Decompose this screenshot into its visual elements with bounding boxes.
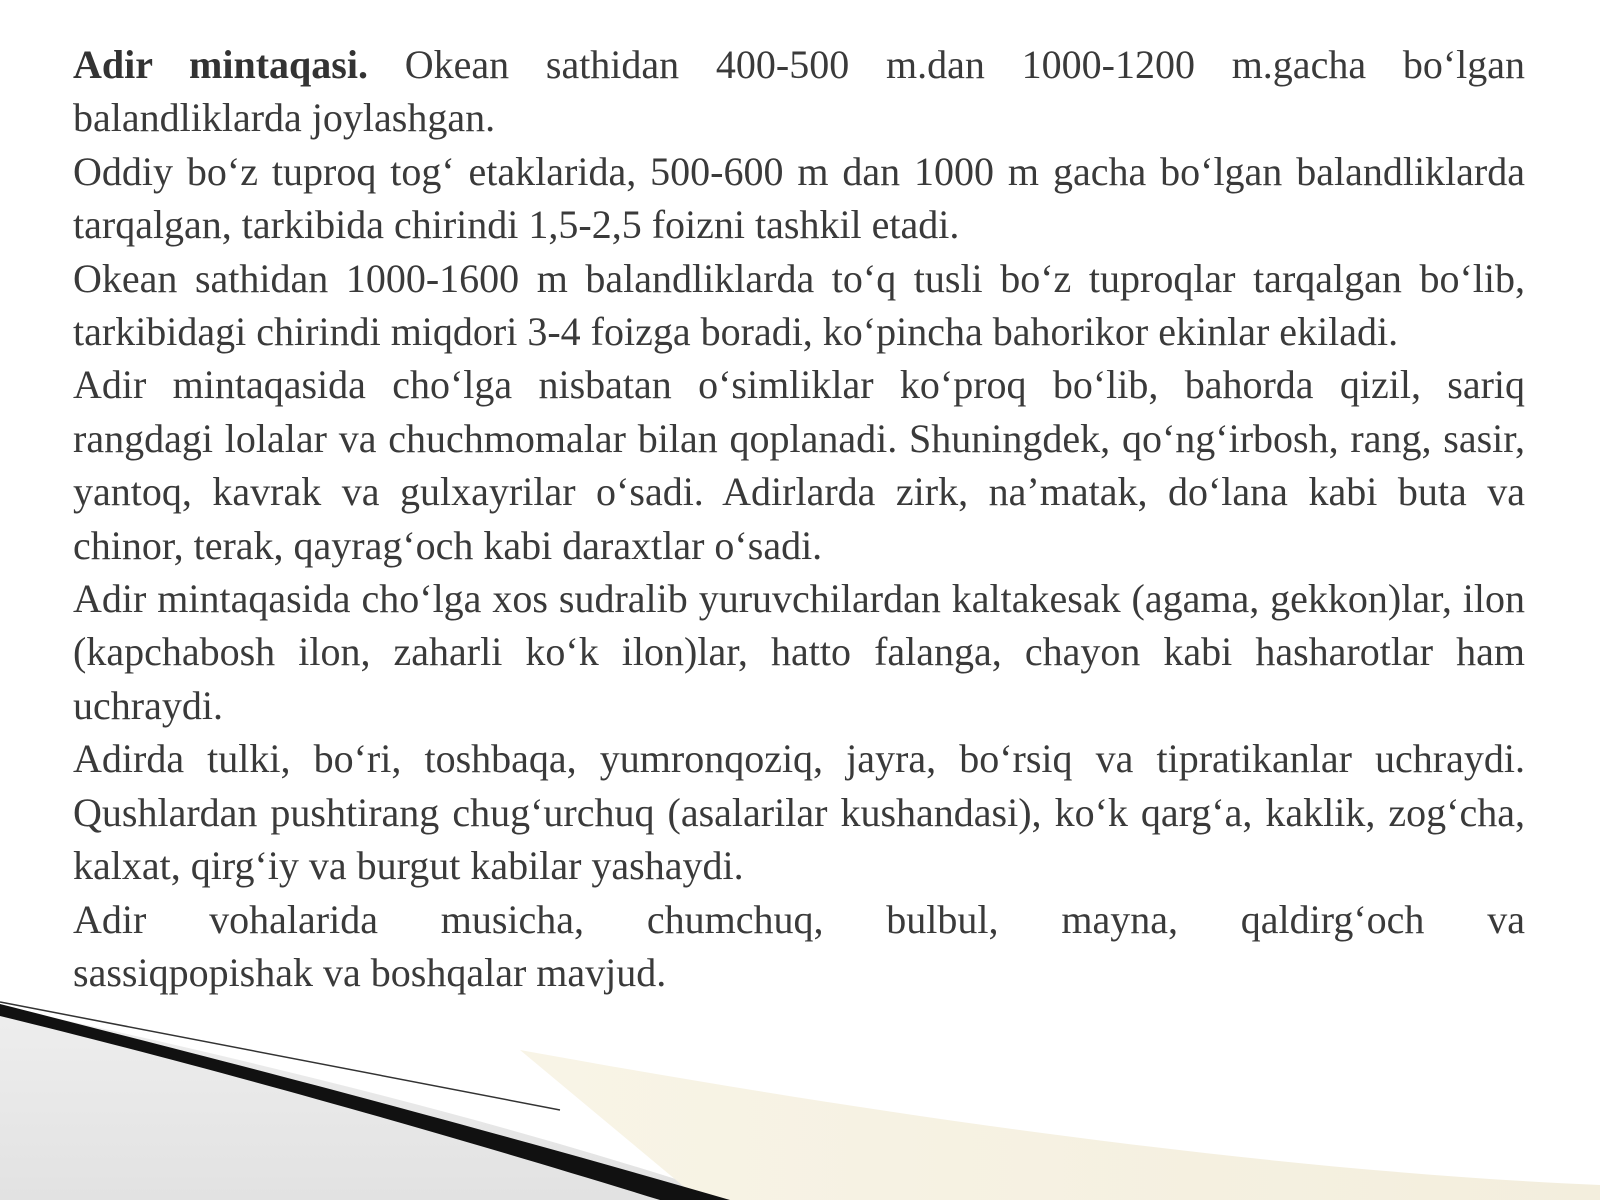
paragraph-dark-soil: Okean sathidan 1000-1600 m balandliklarda to‘q tusli bo‘z tuproqlar tarqalgan bo‘lib, tarkibidagi chirindi miqdori 3-4 foizga boradi, ko‘pincha bahorikor ekinlar ekiladi.	[73, 255, 1525, 355]
paragraph-reptiles: Adir mintaqasida cho‘lga xos sudralib yuruvchilardan kaltakesak (agama, gekkon)lar, ilon (kapchabosh ilon, zaharli ko‘k ilon)lar, hatto falanga, chayon kabi hasharotlar ham uchraydi.	[73, 576, 1525, 728]
paragraph-animals-birds: Adirda tulki, bo‘ri, toshbaqa, yumronqoziq, jayra, bo‘rsiq va tipratikanlar uchraydi. Qushlardan pushtirang chug‘urchuq (asalarilar kushandasi), ko‘k qarg‘a, kaklik, zog‘cha, kalxat, qirg‘iy va burgut kabilar yashaydi.	[73, 736, 1525, 889]
paragraph-oasis-birds-line1: Adir vohalarida musicha, chumchuq, bulbul, mayna, qaldirg‘och va	[73, 896, 1525, 942]
text-body	[73, 38, 1525, 999]
paragraph-plants: Adir mintaqasida cho‘lga nisbatan o‘simliklar ko‘proq bo‘lib, bahorda qizil, sariq rangdagi lolalar va chuchmomalar bilan qoplanadi. Shuningdek, qo‘ng‘irbosh, rang, sasir, yantoq, kavrak va gulxayrilar o‘sadi. Adirlarda zirk, na’matak, do‘lana kabi buta va chinor, terak, qayrag‘och kabi daraxtlar o‘sadi.	[73, 362, 1525, 568]
paragraph-lead: Adir mintaqasi.	[73, 42, 368, 87]
paragraph-text: Okean sathidan 400-500 m.dan 1000-1200 m.gacha bo‘lgan balandliklarda joylashgan.	[73, 42, 1526, 141]
paragraph-soil: Oddiy bo‘z tuproq tog‘ etaklarida, 500-600 m dan 1000 m gacha bo‘lgan balandliklarda tarqalgan, tarkibida chirindi 1,5-2,5 foizni tashkil etadi.	[73, 148, 1525, 248]
cream-wedge-shape	[520, 1050, 1600, 1200]
paragraph-oasis-birds-line2: sassiqpopishak va boshqalar mavjud.	[73, 949, 667, 995]
paragraph-adir-zone	[73, 38, 1525, 145]
